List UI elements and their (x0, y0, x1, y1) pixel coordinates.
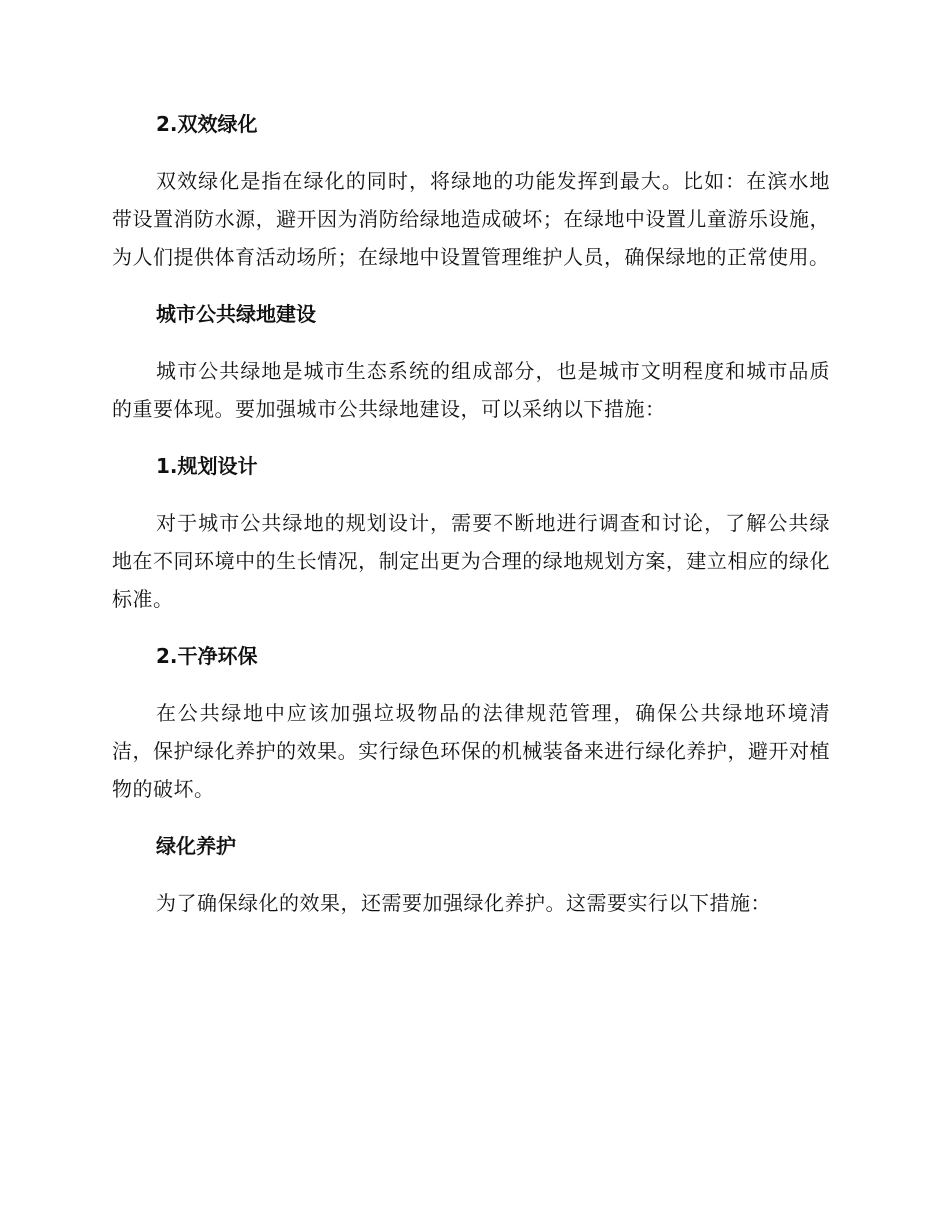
section-heading-planning-design: 1.规划设计 (156, 454, 258, 478)
section-heading-clean-eco: 2.干净环保 (156, 644, 258, 668)
paragraph-maintenance: 为了确保绿化的效果，还需要加强绿化养护。这需要实行以下措施： (156, 891, 771, 915)
section-heading-maintenance: 绿化养护 (156, 834, 236, 858)
section-heading-public-green-space: 城市公共绿地建设 (156, 302, 316, 326)
paragraph-planning-design: 对于城市公共绿地的规划设计，需要不断地进行调查和讨论，了解公共绿地在不同环境中的生长情况，制定出更为合理的绿地规划方案，建立相应的绿化标准。 (112, 511, 830, 611)
paragraph-dual-greening: 双效绿化是指在绿化的同时，将绿地的功能发挥到最大。比如：在滨水地带设置消防水源，避开因为消防给绿地造成破坏；在绿地中设置儿童游乐设施，为人们提供体育活动场所；在绿地中设置管理维护人员，确保绿地的正常使用。 (112, 169, 830, 269)
section-heading-dual-greening: 2.双效绿化 (156, 112, 258, 136)
paragraph-clean-eco: 在公共绿地中应该加强垃圾物品的法律规范管理，确保公共绿地环境清洁，保护绿化养护的效果。实行绿色环保的机械装备来进行绿化养护，避开对植物的破坏。 (112, 701, 830, 801)
document-page (112, 108, 830, 944)
paragraph-public-green-space: 城市公共绿地是城市生态系统的组成部分，也是城市文明程度和城市品质的重要体现。要加强城市公共绿地建设，可以采纳以下措施： (112, 359, 830, 421)
